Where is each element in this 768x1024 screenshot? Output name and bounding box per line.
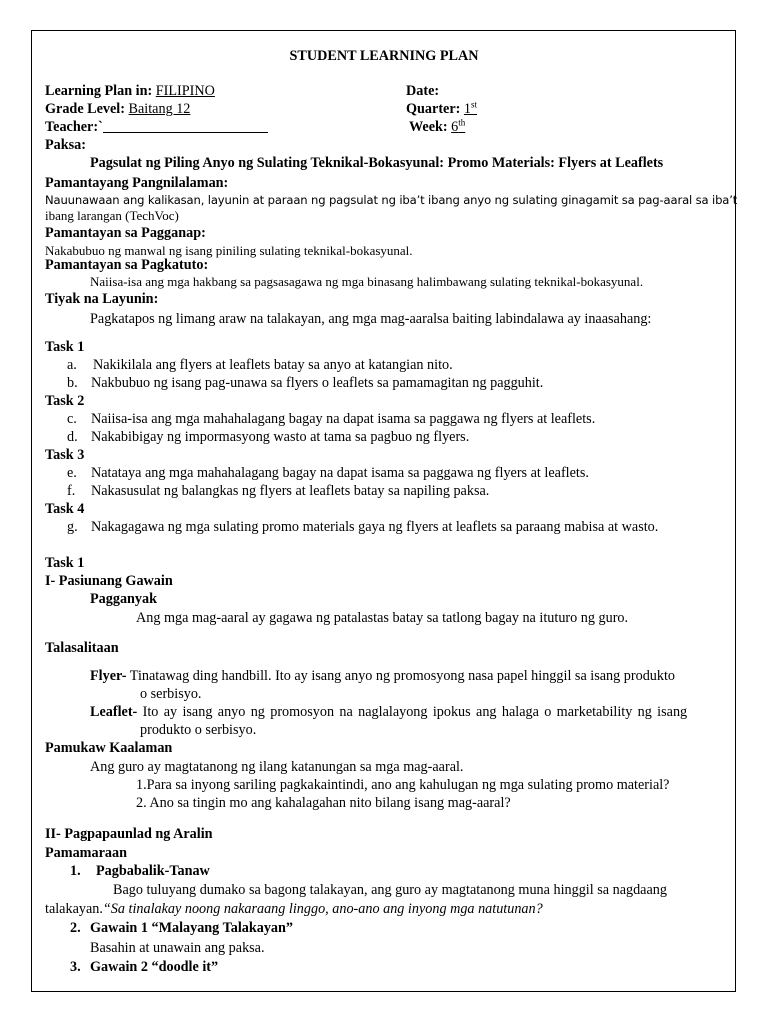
step1-label: Pagbabalik-Tanaw	[96, 863, 210, 879]
quarter-suffix: st	[471, 99, 478, 110]
pamukaw-text: Ang guro ay magtatanong ng ilang katanungan sa mga mag-aaral.	[90, 759, 464, 775]
pagganyak-text: Ang mga mag-aaral ay gagawa ng patalastas batay sa tatlong bagay na ituturo ng guro.	[136, 610, 629, 626]
flyer-term: Flyer-	[90, 668, 127, 684]
step2-number: 2.	[70, 920, 81, 936]
teacher-blank-line	[103, 119, 268, 133]
list-item: Nakikilala ang flyers at leaflets batay sa anyo at katangian nito.	[93, 357, 453, 373]
pamamaraan-label: Pamamaraan	[45, 845, 127, 861]
quarter-label: Quarter:	[406, 101, 464, 117]
task1-label: Task 1	[45, 339, 85, 355]
list-item-marker: e.	[67, 465, 77, 481]
week-suffix: th	[458, 117, 466, 128]
step1-number: 1.	[70, 863, 81, 879]
talasalitaan-label: Talasalitaan	[45, 640, 119, 656]
week-label: Week:	[409, 119, 452, 135]
grade-level-value: Baitang 12	[128, 101, 191, 117]
leaflet-term: Leaflet-	[90, 704, 138, 720]
quarter-number: 1	[463, 101, 472, 117]
date-label: Date:	[406, 83, 440, 99]
task1-section-label: Task 1	[45, 555, 85, 571]
page-title: STUDENT LEARNING PLAN	[289, 48, 479, 64]
flyer-definition	[90, 668, 675, 685]
flyer-definition-line1: Tinatawag ding handbill. Ito ay isang anyo ng promosyong nasa papel hinggil sa isang produkto	[126, 668, 676, 684]
list-item: Naiisa-isa ang mga mahahalagang bagay na dapat isama sa paggawa ng flyers at leaflets.	[91, 411, 596, 427]
pagganap-text: Nakabubuo ng manwal ng isang piniling sulating teknikal-bokasyunal.	[45, 243, 413, 258]
week-field	[409, 119, 465, 136]
step1-question: “Sa tinalakay noong nakaraang linggo, ano-ano ang inyong mga natutunan?	[102, 901, 543, 917]
paksa-title: Pagsulat ng Piling Anyo ng Sulating Teknikal-Bokasyunal: Promo Materials: Flyers at Leaflets	[90, 155, 664, 171]
task4-label: Task 4	[45, 501, 85, 517]
learning-plan-field	[45, 83, 215, 100]
pagkatuto-text: Naiisa-isa ang mga hakbang sa pagsasagawa ng mga binasang halimbawang sulating teknikal-bokasyunal.	[90, 274, 644, 289]
question-2: 2. Ano sa tingin mo ang kahalagahan nito bilang isang mag-aaral?	[136, 795, 511, 811]
grade-level-label: Grade Level:	[45, 101, 129, 117]
pamukaw-label: Pamukaw Kaalaman	[45, 740, 173, 756]
leaflet-definition	[90, 704, 687, 721]
layunin-text: Pagkatapos ng limang araw na talakayan, ang mga mag-aaralsa baiting labindalawa ay inaasahang:	[90, 311, 652, 327]
list-item-marker: c.	[67, 411, 77, 427]
list-item-marker: g.	[67, 519, 78, 535]
flyer-definition-line2: o serbisyo.	[140, 686, 202, 702]
step2-text: Basahin at unawain ang paksa.	[90, 940, 265, 956]
teacher-label: Teacher:`	[45, 119, 103, 135]
quarter-field	[406, 101, 477, 118]
list-item-marker: f.	[67, 483, 76, 499]
step1-text-line2	[45, 901, 543, 918]
list-item: Nakabibigay ng impormasyong wasto at tama sa pagbuo ng flyers.	[91, 429, 470, 445]
pagganap-label: Pamantayan sa Pagganap:	[45, 225, 206, 241]
list-item: Nakbubuo ng isang pag-unawa sa flyers o leaflets sa pamamagitan ng pagguhit.	[91, 375, 544, 391]
learning-plan-label: Learning Plan in:	[45, 83, 156, 99]
list-item-marker: a.	[67, 357, 77, 373]
pangnilalaman-text-line1: Nauunawaan ang kalikasan, layunin at paraan ng pagsulat ng iba’t ibang anyo ng sulating ginagamit sa pag-aaral sa iba’t	[45, 193, 738, 207]
pagganyak-label: Pagganyak	[90, 591, 158, 607]
step1-text-prefix: talakayan.	[45, 901, 103, 917]
section1-title: I- Pasiunang Gawain	[45, 573, 173, 589]
learning-plan-value: FILIPINO	[155, 83, 215, 99]
list-item: Nakagagawa ng mga sulating promo materials gaya ng flyers at leaflets sa paraang mabisa at wasto.	[91, 519, 659, 535]
section2-title: II- Pagpapaunlad ng Aralin	[45, 826, 213, 842]
step3-label: Gawain 2 “doodle it”	[90, 959, 219, 975]
layunin-label: Tiyak na Layunin:	[45, 291, 159, 307]
week-value	[451, 119, 465, 135]
week-number: 6	[451, 119, 459, 135]
task2-label: Task 2	[45, 393, 85, 409]
list-item-marker: b.	[67, 375, 78, 391]
list-item: Natataya ang mga mahahalagang bagay na dapat isama sa paggawa ng flyers at leaflets.	[91, 465, 589, 481]
grade-level-field	[45, 101, 190, 118]
pagkatuto-label: Pamantayan sa Pagkatuto:	[45, 257, 209, 273]
question-1: 1.Para sa inyong sariling pagkakaintindi, ano ang kahulugan ng mga sulating promo material?	[136, 777, 670, 793]
leaflet-definition-line1: Ito ay isang anyo ng promosyon na naglalayong ipokus ang halaga o marketability ng isang	[137, 704, 688, 720]
teacher-field	[45, 119, 268, 136]
pangnilalaman-text-line2: ibang larangan (TechVoc)	[45, 208, 179, 223]
step1-text-line1: Bago tuluyang dumako sa bagong talakayan, ang guro ay magtatanong muna hinggil sa nagdaang	[113, 882, 667, 898]
leaflet-definition-line2: produkto o serbisyo.	[140, 722, 257, 738]
paksa-label: Paksa:	[45, 137, 86, 153]
quarter-value	[464, 101, 477, 117]
task3-label: Task 3	[45, 447, 85, 463]
list-item: Nakasusulat ng balangkas ng flyers at leaflets batay sa napiling paksa.	[91, 483, 490, 499]
step3-number: 3.	[70, 959, 81, 975]
pangnilalaman-label: Pamantayang Pangnilalaman:	[45, 175, 229, 191]
step2-label: Gawain 1 “Malayang Talakayan”	[90, 920, 294, 936]
list-item-marker: d.	[67, 429, 78, 445]
